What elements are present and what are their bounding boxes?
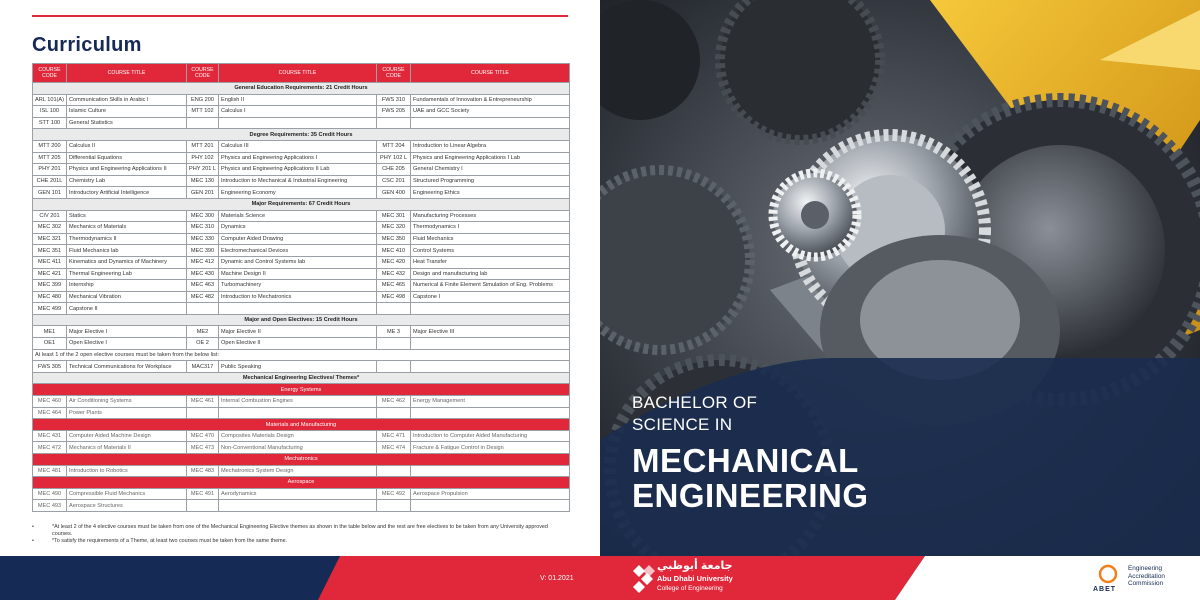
- course-code-cell: ME1: [33, 326, 67, 338]
- note-row: [33, 349, 570, 361]
- course-code-cell: OE 2: [187, 338, 219, 350]
- section-title: Major and Open Electives: 15 Credit Hours: [33, 314, 570, 326]
- course-title-cell: Major Elective II: [219, 326, 377, 338]
- course-title-cell: Air Conditioning Systems: [67, 396, 187, 408]
- section-header-row: [33, 129, 570, 141]
- footnote: • *At least 2 of the 4 elective courses must be taken from one of the Mechanical Engineering Elective themes as shown in the table below and the rest are free electives to be taken from any University approved courses.: [32, 524, 569, 537]
- section-header-row: [33, 372, 570, 384]
- table-row: [33, 210, 570, 222]
- table-row: [33, 222, 570, 234]
- adu-english-name: Abu Dhabi University: [657, 574, 733, 583]
- course-title-cell: Machine Design II: [219, 268, 377, 280]
- course-code-cell: MEC 310: [187, 222, 219, 234]
- course-code-cell: MEC 300: [187, 210, 219, 222]
- course-code-cell: [377, 117, 411, 129]
- course-title-cell: Introduction to Computer Aided Manufacturing: [411, 430, 570, 442]
- course-code-cell: [187, 407, 219, 419]
- course-code-cell: GEN 201: [187, 187, 219, 199]
- course-code-cell: MEC 430: [187, 268, 219, 280]
- footer-band: [0, 556, 1200, 600]
- curriculum-title: Curriculum: [32, 34, 142, 56]
- degree-title: [632, 392, 757, 436]
- table-row: [33, 500, 570, 512]
- major-line: ENGINEERING: [632, 477, 869, 514]
- course-title-cell: Structured Programming: [411, 175, 570, 187]
- table-row: [33, 303, 570, 315]
- course-code-cell: ME2: [187, 326, 219, 338]
- course-code-cell: MTT 205: [33, 152, 67, 164]
- course-code-cell: MEC 411: [33, 256, 67, 268]
- course-title-cell: English II: [219, 94, 377, 106]
- table-row: [33, 164, 570, 176]
- top-divider: [32, 15, 568, 17]
- course-title-cell: Dynamics: [219, 222, 377, 234]
- course-title-cell: Introduction to Linear Algebra: [411, 140, 570, 152]
- course-title-cell: Electromechanical Devices: [219, 245, 377, 257]
- course-code-cell: MEC 302: [33, 222, 67, 234]
- header-course-code: COURSE CODE: [187, 64, 219, 83]
- course-title-cell: Capstone I: [411, 291, 570, 303]
- course-title-cell: Mechanics of Materials: [67, 222, 187, 234]
- course-code-cell: PHY 201 L: [187, 164, 219, 176]
- course-code-cell: MAC317: [187, 361, 219, 373]
- table-row: [33, 396, 570, 408]
- course-code-cell: OE1: [33, 338, 67, 350]
- course-title-cell: Calculus II: [67, 140, 187, 152]
- abet-desc-line: Accreditation: [1128, 572, 1165, 580]
- course-title-cell: Materials Science: [219, 210, 377, 222]
- theme-header-row: [33, 454, 570, 466]
- course-title-cell: [411, 361, 570, 373]
- abet-desc-line: Commission: [1128, 580, 1164, 587]
- curriculum-panel: [0, 0, 600, 556]
- college-name: College of Engineering: [657, 585, 723, 592]
- footnotes: [32, 524, 569, 546]
- course-code-cell: MEC 460: [33, 396, 67, 408]
- abet-desc-line: Engineering: [1128, 565, 1163, 572]
- course-title-cell: Open Elective II: [219, 338, 377, 350]
- course-title-cell: Physics and Engineering Applications I Lab: [411, 152, 570, 164]
- theme-title: Energy Systems: [33, 384, 570, 396]
- course-code-cell: MEC 465: [377, 280, 411, 292]
- adu-arabic-name: جامعة أبوظبي: [657, 560, 733, 572]
- course-title-cell: Islamic Culture: [67, 106, 187, 118]
- course-code-cell: ARL 101(A): [33, 94, 67, 106]
- course-title-cell: Turbomachinery: [219, 280, 377, 292]
- table-row: [33, 430, 570, 442]
- table-body: [33, 83, 570, 512]
- table-row: [33, 256, 570, 268]
- course-code-cell: MTT 201: [187, 140, 219, 152]
- section-title: Degree Requirements: 35 Credit Hours: [33, 129, 570, 141]
- course-code-cell: FWS 310: [377, 94, 411, 106]
- course-title-cell: [219, 117, 377, 129]
- course-title-cell: Dynamic and Control Systems lab: [219, 256, 377, 268]
- theme-title: Materials and Manufacturing: [33, 419, 570, 431]
- course-title-cell: Chemistry Lab: [67, 175, 187, 187]
- degree-line: BACHELOR OF: [632, 393, 758, 412]
- course-code-cell: GEN 101: [33, 187, 67, 199]
- course-title-cell: Aerospace Propulsion: [411, 488, 570, 500]
- course-code-cell: [187, 500, 219, 512]
- course-title-cell: Introduction to Robotics: [67, 465, 187, 477]
- course-code-cell: MEC 461: [187, 396, 219, 408]
- course-code-cell: MEC 421: [33, 268, 67, 280]
- course-code-cell: MEC 351: [33, 245, 67, 257]
- course-code-cell: ISL 100: [33, 106, 67, 118]
- course-code-cell: MEC 399: [33, 280, 67, 292]
- table-row: [33, 245, 570, 257]
- table-row: [33, 233, 570, 245]
- table-row: [33, 140, 570, 152]
- course-title-cell: Major Elective III: [411, 326, 570, 338]
- header-course-title: COURSE TITLE: [67, 64, 187, 83]
- section-header-row: [33, 83, 570, 95]
- course-code-cell: MEC 483: [187, 465, 219, 477]
- course-code-cell: MEC 431: [33, 430, 67, 442]
- course-title-cell: Differential Equations: [67, 152, 187, 164]
- course-title-cell: [411, 303, 570, 315]
- course-code-cell: MEC 390: [187, 245, 219, 257]
- footnote: • *To satisfy the requirements of a Theme, at least two courses must be taken from the same theme.: [32, 538, 569, 545]
- course-title-cell: Non-Conventional Manufacturing: [219, 442, 377, 454]
- course-title-cell: Heat Transfer: [411, 256, 570, 268]
- course-code-cell: MEC 490: [33, 488, 67, 500]
- section-header-row: [33, 314, 570, 326]
- course-code-cell: MTT 102: [187, 106, 219, 118]
- course-code-cell: ENG 200: [187, 94, 219, 106]
- table-row: [33, 291, 570, 303]
- course-title-cell: [411, 500, 570, 512]
- course-code-cell: PHY 102: [187, 152, 219, 164]
- course-code-cell: MEC 492: [377, 488, 411, 500]
- course-code-cell: [377, 361, 411, 373]
- course-title-cell: Major Elective I: [67, 326, 187, 338]
- course-title-cell: Internship: [67, 280, 187, 292]
- course-code-cell: MEC 482: [187, 291, 219, 303]
- section-header-row: [33, 198, 570, 210]
- course-title-cell: Fluid Mechanics lab: [67, 245, 187, 257]
- theme-header-row: [33, 477, 570, 489]
- course-title-cell: Communication Skills in Arabic I: [67, 94, 187, 106]
- course-title-cell: Design and manufacturing lab: [411, 268, 570, 280]
- course-title-cell: Physics and Engineering Applications II: [67, 164, 187, 176]
- course-title-cell: Thermal Engineering Lab: [67, 268, 187, 280]
- course-title-cell: Statics: [67, 210, 187, 222]
- table-row: [33, 187, 570, 199]
- course-title-cell: Fundamentals of Innovation & Entrepreneurship: [411, 94, 570, 106]
- table-row: [33, 94, 570, 106]
- course-code-cell: PHY 102 L: [377, 152, 411, 164]
- course-title-cell: Engineering Ethics: [411, 187, 570, 199]
- abet-description: [1128, 565, 1165, 588]
- course-code-cell: MEC 491: [187, 488, 219, 500]
- table-row: [33, 175, 570, 187]
- course-code-cell: STT 100: [33, 117, 67, 129]
- course-title-cell: Calculus III: [219, 140, 377, 152]
- course-title-cell: General Statistics: [67, 117, 187, 129]
- course-code-cell: MTT 200: [33, 140, 67, 152]
- course-code-cell: MEC 474: [377, 442, 411, 454]
- course-code-cell: CSC 201: [377, 175, 411, 187]
- course-code-cell: [377, 465, 411, 477]
- course-title-cell: UAE and GCC Society: [411, 106, 570, 118]
- course-title-cell: Physics and Engineering Applications I: [219, 152, 377, 164]
- table-row: [33, 407, 570, 419]
- course-title-cell: Open Elective I: [67, 338, 187, 350]
- degree-line: SCIENCE IN: [632, 415, 733, 434]
- note-text: At least 1 of the 2 open elective courses must be taken from the below list:: [33, 349, 570, 361]
- course-title-cell: Power Plants: [67, 407, 187, 419]
- theme-header-row: [33, 384, 570, 396]
- major-title: [632, 443, 869, 513]
- course-code-cell: MEC 481: [33, 465, 67, 477]
- course-code-cell: MEC 330: [187, 233, 219, 245]
- course-title-cell: Mechanics of Materials II: [67, 442, 187, 454]
- table-row: [33, 152, 570, 164]
- version-label: V: 01.2021: [540, 575, 574, 582]
- table-row: [33, 106, 570, 118]
- course-title-cell: Computer Aided Drawing: [219, 233, 377, 245]
- course-title-cell: [411, 117, 570, 129]
- table-row: [33, 326, 570, 338]
- course-title-cell: [411, 465, 570, 477]
- course-title-cell: Manufacturing Processes: [411, 210, 570, 222]
- section-title: Major Requirements: 67 Credit Hours: [33, 198, 570, 210]
- course-code-cell: [377, 303, 411, 315]
- header-course-code: COURSE CODE: [377, 64, 411, 83]
- course-code-cell: MEC 420: [377, 256, 411, 268]
- table-row: [33, 442, 570, 454]
- course-title-cell: Composites Materials Design: [219, 430, 377, 442]
- course-code-cell: MEC 498: [377, 291, 411, 303]
- course-title-cell: Introductory Artificial Intelligence: [67, 187, 187, 199]
- course-title-cell: Computer Aided Machine Design: [67, 430, 187, 442]
- course-code-cell: MEC 432: [377, 268, 411, 280]
- course-title-cell: Compressible Fluid Mechanics: [67, 488, 187, 500]
- theme-title: Aerospace: [33, 477, 570, 489]
- course-title-cell: [219, 500, 377, 512]
- header-course-code: COURSE CODE: [33, 64, 67, 83]
- course-title-cell: Numerical & Finite Element Simulation of Eng. Problems: [411, 280, 570, 292]
- course-code-cell: MEC 473: [187, 442, 219, 454]
- course-title-cell: [411, 338, 570, 350]
- course-code-cell: MEC 493: [33, 500, 67, 512]
- course-title-cell: Mechatronics System Design: [219, 465, 377, 477]
- course-code-cell: MEC 470: [187, 430, 219, 442]
- course-title-cell: Aerospace Structures: [67, 500, 187, 512]
- section-title: General Education Requirements: 21 Credit Hours: [33, 83, 570, 95]
- course-title-cell: Kinematics and Dynamics of Machinery: [67, 256, 187, 268]
- course-title-cell: Fracture & Fatigue Control in Design: [411, 442, 570, 454]
- course-code-cell: MEC 412: [187, 256, 219, 268]
- abet-ring-icon: [1097, 563, 1119, 585]
- course-code-cell: [187, 303, 219, 315]
- table-row: [33, 465, 570, 477]
- header-course-title: COURSE TITLE: [219, 64, 377, 83]
- header-course-title: COURSE TITLE: [411, 64, 570, 83]
- course-code-cell: ME 3: [377, 326, 411, 338]
- course-code-cell: MEC 320: [377, 222, 411, 234]
- course-title-cell: Introduction to Mechatronics: [219, 291, 377, 303]
- course-code-cell: MEC 499: [33, 303, 67, 315]
- course-code-cell: [377, 500, 411, 512]
- course-title-cell: Calculus I: [219, 106, 377, 118]
- course-title-cell: [219, 407, 377, 419]
- course-code-cell: MTT 204: [377, 140, 411, 152]
- theme-title: Mechatronics: [33, 454, 570, 466]
- course-code-cell: MEC 463: [187, 280, 219, 292]
- course-title-cell: Energy Management: [411, 396, 570, 408]
- course-code-cell: GEN 400: [377, 187, 411, 199]
- course-code-cell: MEC 472: [33, 442, 67, 454]
- course-title-cell: Technical Communications for Workplace: [67, 361, 187, 373]
- course-code-cell: CIV 201: [33, 210, 67, 222]
- section-title: Mechanical Engineering Electives/ Themes*: [33, 372, 570, 384]
- course-title-cell: Aerodynamics: [219, 488, 377, 500]
- course-code-cell: MEC 462: [377, 396, 411, 408]
- abet-logo-text: ABET: [1093, 586, 1117, 593]
- course-title-cell: Control Systems: [411, 245, 570, 257]
- course-code-cell: [187, 117, 219, 129]
- course-title-cell: [219, 303, 377, 315]
- course-title-cell: [411, 407, 570, 419]
- course-code-cell: MEC 410: [377, 245, 411, 257]
- course-title-cell: Mechanical Vibration: [67, 291, 187, 303]
- course-code-cell: [377, 407, 411, 419]
- course-title-cell: Internal Combustion Engines: [219, 396, 377, 408]
- course-title-cell: Thermodynamics I: [411, 222, 570, 234]
- course-title-cell: Public Speaking: [219, 361, 377, 373]
- course-title-cell: Fluid Mechanics: [411, 233, 570, 245]
- course-title-cell: Thermodynamics II: [67, 233, 187, 245]
- course-code-cell: CHE 201L: [33, 175, 67, 187]
- major-line: MECHANICAL: [632, 442, 859, 479]
- table-header-row: [33, 64, 570, 83]
- table-row: [33, 280, 570, 292]
- course-code-cell: MEC 321: [33, 233, 67, 245]
- table-row: [33, 117, 570, 129]
- course-code-cell: PHY 201: [33, 164, 67, 176]
- course-code-cell: [377, 338, 411, 350]
- course-title-cell: Engineering Economy: [219, 187, 377, 199]
- course-title-cell: Capstone II: [67, 303, 187, 315]
- course-code-cell: MEC 464: [33, 407, 67, 419]
- curriculum-table: [32, 63, 570, 512]
- course-code-cell: MEC 471: [377, 430, 411, 442]
- course-code-cell: FWS 305: [33, 361, 67, 373]
- course-title-cell: General Chemistry I: [411, 164, 570, 176]
- table-row: [33, 268, 570, 280]
- course-title-cell: Introduction to Mechanical & Industrial Engineering: [219, 175, 377, 187]
- course-code-cell: MEC 130: [187, 175, 219, 187]
- table-row: [33, 338, 570, 350]
- course-code-cell: FWS 205: [377, 106, 411, 118]
- table-row: [33, 488, 570, 500]
- course-title-cell: Physics and Engineering Applications II Lab: [219, 164, 377, 176]
- course-code-cell: CHE 205: [377, 164, 411, 176]
- theme-header-row: [33, 419, 570, 431]
- course-code-cell: MEC 480: [33, 291, 67, 303]
- course-code-cell: MEC 301: [377, 210, 411, 222]
- table-row: [33, 361, 570, 373]
- course-code-cell: MEC 350: [377, 233, 411, 245]
